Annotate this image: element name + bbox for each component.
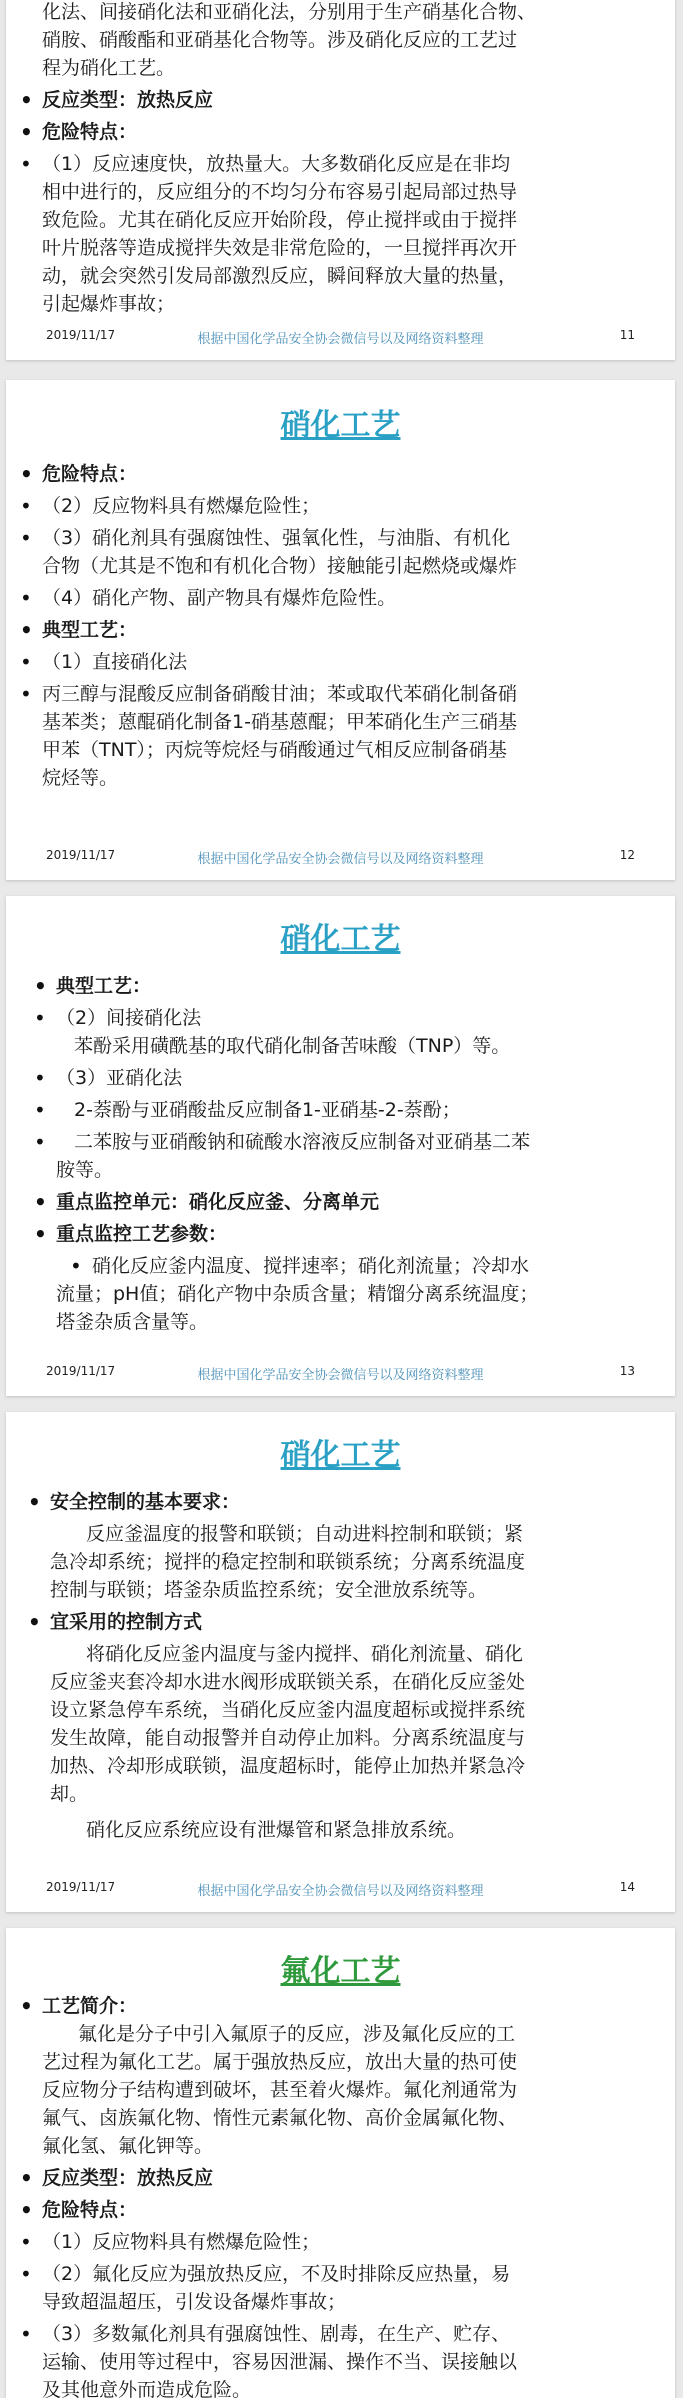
- slide-15-line-14: 及其他意外而造成危险。: [42, 2379, 252, 2398]
- footer-date: 2019/11/17: [46, 1880, 116, 1894]
- slide-15-line-2: 氟化是分子中引入氟原子的反应，涉及氟化反应的工: [78, 2023, 516, 2045]
- slide-11-footer: [6, 328, 675, 346]
- slide-13-line-6: • 二苯胺与亚硝酸钠和硫酸水溶液反应制备对亚硝基二苯: [56, 1128, 651, 1156]
- slide-15-line-4: 反应物分子结构遭到破坏，甚至着火爆炸。氟化剂通常为: [42, 2079, 518, 2101]
- slide-13-line-12: 塔釜杂质含量等。: [56, 1311, 209, 1333]
- page-number: 13: [619, 1364, 635, 1378]
- slide-11-line-3: 程为硝化工艺。: [42, 57, 176, 79]
- slide-11-line-9: 叶片脱落等造成搅拌失效是非常危险的，一旦搅拌再次开: [42, 237, 518, 259]
- slide-title: 硝化工艺: [280, 1438, 401, 1473]
- slide-title: 硝化工艺: [280, 408, 401, 443]
- slide-12-line-10: 甲苯（TNT）；丙烷等烷烃与硝酸通过气相反应制备硝基: [42, 739, 507, 761]
- slide-14-line-7: 反应釜夹套冷却水进水阀形成联锁关系，在硝化反应釜处: [50, 1671, 526, 1693]
- footer-source: 根据中国化学品安全协会微信号以及网络资料整理: [197, 1368, 484, 1383]
- slide-15-line-13: 运输、使用等过程中，容易因泄漏、操作不当、误接触以: [42, 2351, 518, 2373]
- slide-12-line-7: • （1）直接硝化法: [42, 648, 651, 676]
- slide-15-line-9: • （1）反应物料具有燃爆危险性；: [42, 2228, 651, 2256]
- slide-11-line-6: • （1）反应速度快，放热量大。大多数硝化反应是在非均: [42, 150, 651, 178]
- slide-13-line-2: • （2）间接硝化法: [56, 1004, 651, 1032]
- slide-15-line-12: • （3）多数氟化剂具有强腐蚀性、剧毒，在生产、贮存、: [42, 2320, 651, 2348]
- slide-12-typical-heading: • 典型工艺：: [42, 616, 651, 644]
- slide-14-line-2: 反应釜温度的报警和联锁；自动进料控制和联锁；紧: [86, 1523, 524, 1545]
- slide-14-line-11: 却。: [50, 1783, 89, 1805]
- footer-source: 根据中国化学品安全协会微信号以及网络资料整理: [197, 852, 484, 867]
- slide-13: [6, 896, 675, 1396]
- slide-12-line-5: • （4）硝化产物、副产物具有爆炸危险性。: [42, 584, 651, 612]
- slide-11-line-2: 硝胺、硝酸酯和亚硝基化合物等。涉及硝化反应的工艺过: [42, 29, 518, 51]
- slide-12-line-4: 合物（尤其是不饱和有机化合物）接触能引起燃烧或爆炸: [42, 555, 518, 577]
- slide-title: 硝化工艺: [280, 922, 401, 957]
- slide-12-line-3: • （3）硝化剂具有强腐蚀性、强氧化性，与油脂、有机化: [42, 524, 651, 552]
- slide-14-line-9: 发生故障，能自动报警并自动停止加料。分离系统温度与: [50, 1727, 526, 1749]
- footer-date: 2019/11/17: [46, 848, 116, 862]
- slide-13-line-3: 苯酚采用磺酰基的取代硝化制备苦味酸（TNP）等。: [74, 1035, 511, 1057]
- slide-12-line-11: 烷烃等。: [42, 767, 119, 789]
- slide-14-line-4: 控制与联锁；塔釜杂质监控系统；安全泄放系统等。: [50, 1579, 488, 1601]
- slide-15-line-6: 氟化氢、氟化钾等。: [42, 2135, 214, 2157]
- slide-13-line-4: • （3）亚硝化法: [56, 1064, 651, 1092]
- slide-14-line-10: 加热、冷却形成联锁，温度超标时，能停止加热并紧急冷: [50, 1755, 526, 1777]
- slide-11-line-11: 引起爆炸事故；: [42, 293, 176, 315]
- slide-14-line-3: 急冷却系统；搅拌的稳定控制和联锁系统；分离系统温度: [50, 1551, 526, 1573]
- slide-13-line-10: • 硝化反应釜内温度、搅拌速率；硝化剂流量；冷却水: [56, 1252, 651, 1280]
- slide-11-line-1: 化法、间接硝化法和亚硝化法，分别用于生产硝基化合物、: [42, 1, 537, 23]
- page-number: 14: [619, 1880, 635, 1894]
- slide-15-intro-heading: • 工艺简介：: [42, 1992, 651, 2020]
- slide-13-line-11: 流量；pH值；硝化产物中杂质含量；精馏分离系统温度；: [56, 1283, 539, 1305]
- slide-11: [6, 0, 675, 360]
- slide-15-line-3: 艺过程为氟化工艺。属于强放热反应，放出大量的热可使: [42, 2051, 518, 2073]
- slide-13-typical-heading: • 典型工艺：: [56, 972, 651, 1000]
- slide-12-line-2: • （2）反应物料具有燃爆危险性；: [42, 492, 651, 520]
- slide-13-line-5: • 2-萘酚与亚硝酸盐反应制备1-亚硝基-2-萘酚；: [56, 1096, 651, 1124]
- slide-14-safety-heading: • 安全控制的基本要求：: [50, 1488, 651, 1516]
- slide-15: [6, 1928, 675, 2398]
- footer-date: 2019/11/17: [46, 328, 116, 342]
- page-number: 11: [619, 328, 635, 342]
- page-number: 12: [619, 848, 635, 862]
- slide-12: [6, 380, 675, 880]
- slide-14-line-6: 将硝化反应釜内温度与釜内搅拌、硝化剂流量、硝化: [86, 1643, 524, 1665]
- footer-source: 根据中国化学品安全协会微信号以及网络资料整理: [197, 332, 484, 347]
- slide-14-footer: [6, 1880, 675, 1898]
- slide-11-line-10: 动，就会突然引发局部激烈反应，瞬间释放大量的热量，: [42, 265, 518, 287]
- slide-title: 氟化工艺: [280, 1954, 401, 1989]
- slide-15-line-5: 氟气、卤族氟化物、惰性元素氟化物、高价金属氟化物、: [42, 2107, 518, 2129]
- slide-14-line-12: 硝化反应系统应设有泄爆管和紧急排放系统。: [86, 1819, 467, 1841]
- slide-12-hazard-heading: • 危险特点：: [42, 460, 651, 488]
- slide-14: [6, 1412, 675, 1912]
- slide-13-monitor-unit: • 重点监控单元：硝化反应釜、分离单元: [56, 1188, 651, 1216]
- slide-13-line-7: 胺等。: [56, 1159, 114, 1181]
- slide-15-reaction-type: • 反应类型：放热反应: [42, 2164, 651, 2192]
- slide-11-reaction-type: • 反应类型：放热反应: [42, 86, 651, 114]
- slide-12-footer: [6, 848, 675, 866]
- slide-11-line-7: 相中进行的，反应组分的不均匀分布容易引起局部过热导: [42, 181, 518, 203]
- slide-12-line-9: 基苯类；蒽醌硝化制备1-硝基蒽醌；甲苯硝化生产三硝基: [42, 711, 517, 733]
- slide-13-monitor-params: • 重点监控工艺参数：: [56, 1220, 651, 1248]
- slide-15-hazard-heading: • 危险特点：: [42, 2196, 651, 2224]
- slide-12-line-8: • 丙三醇与混酸反应制备硝酸甘油；苯或取代苯硝化制备硝: [42, 680, 651, 708]
- slide-11-line-8: 致危险。尤其在硝化反应开始阶段，停止搅拌或由于搅拌: [42, 209, 518, 231]
- footer-source: 根据中国化学品安全协会微信号以及网络资料整理: [197, 1884, 484, 1899]
- slide-15-line-11: 导致超温超压，引发设备爆炸事故；: [42, 2291, 347, 2313]
- slide-11-hazard-heading: • 危险特点：: [42, 118, 651, 146]
- slide-13-footer: [6, 1364, 675, 1382]
- footer-date: 2019/11/17: [46, 1364, 116, 1378]
- slide-14-control-heading: • 宜采用的控制方式: [50, 1608, 651, 1636]
- slide-14-line-8: 设立紧急停车系统，当硝化反应釜内温度超标或搅拌系统: [50, 1699, 526, 1721]
- slide-15-line-10: • （2）氟化反应为强放热反应，不及时排除反应热量，易: [42, 2260, 651, 2288]
